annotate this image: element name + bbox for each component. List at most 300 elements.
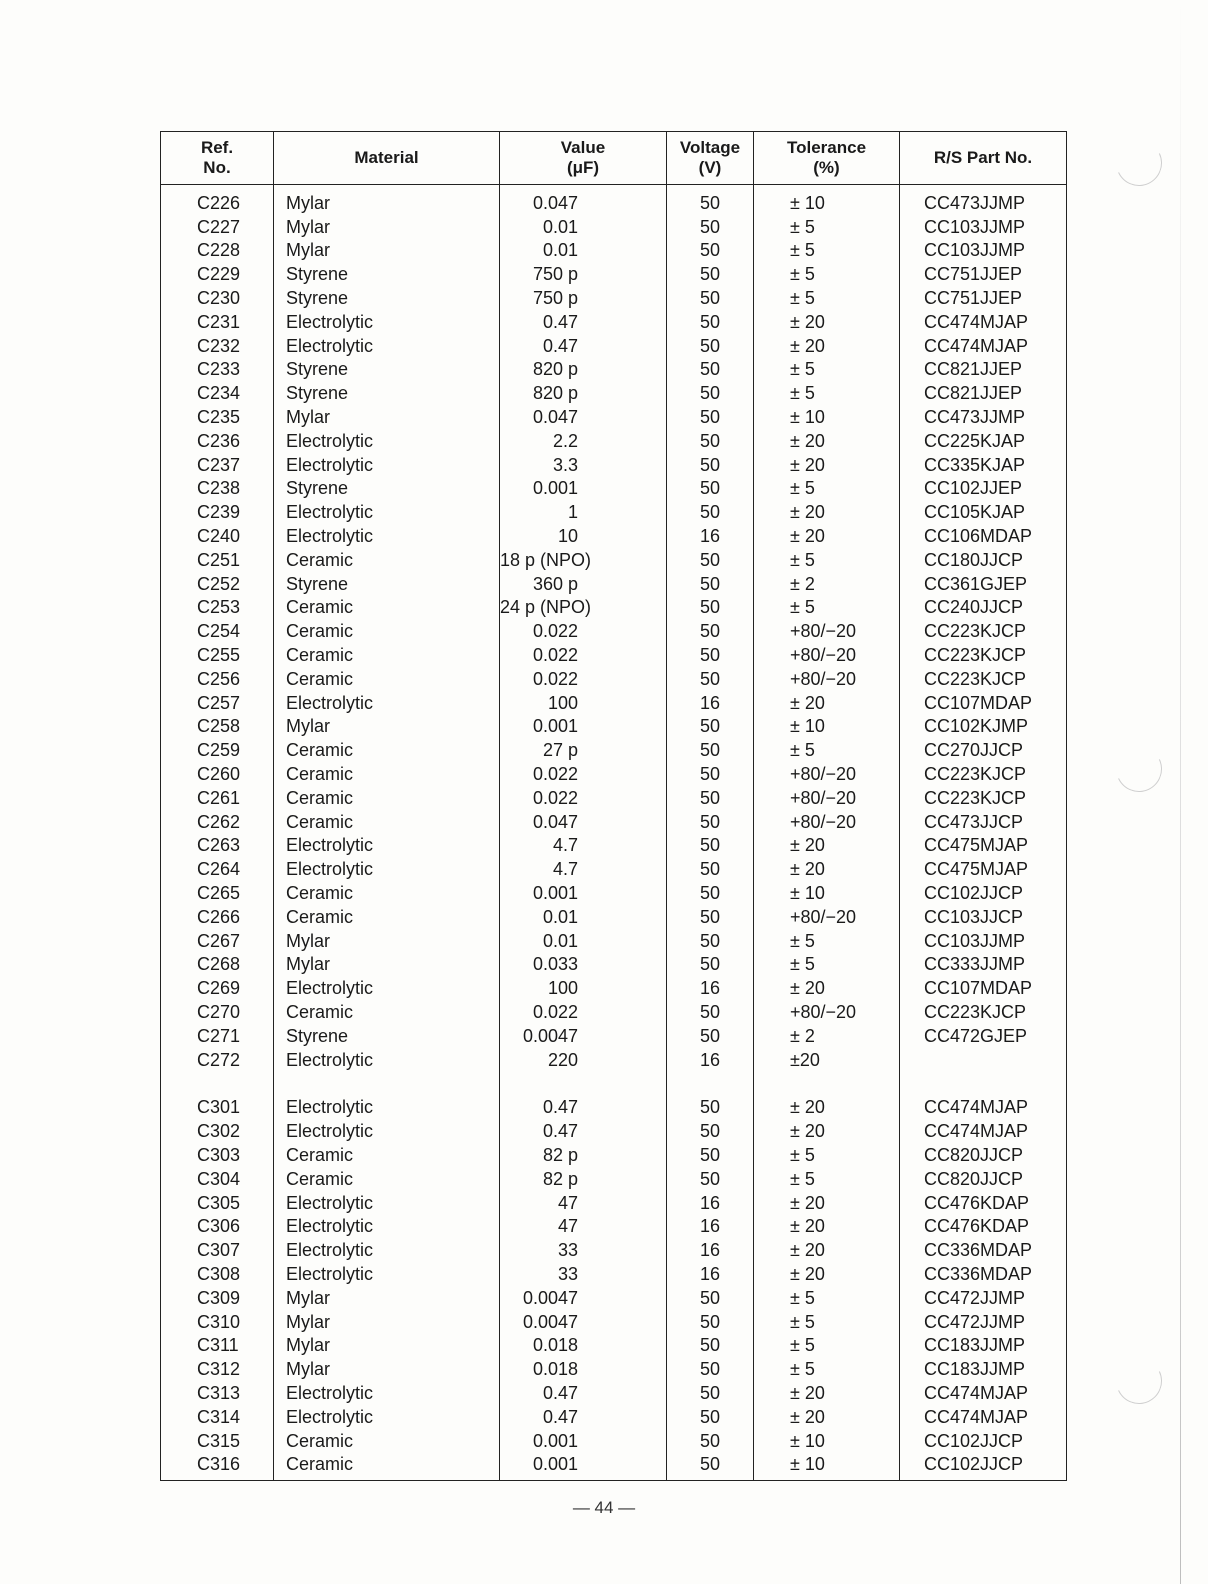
voltage-cell: 50 (667, 548, 754, 572)
table-row (161, 185, 1067, 215)
material-cell: Styrene (274, 1024, 500, 1048)
binder-hole (1110, 1352, 1169, 1411)
tolerance-cell: +80/−20 (754, 643, 900, 667)
value-cell (500, 762, 667, 786)
voltage-cell: 50 (667, 810, 754, 834)
part-no-cell (900, 1048, 1067, 1072)
value-text: 0.0047 (522, 1287, 578, 1308)
paper-edge (1180, 0, 1181, 1584)
table-row (161, 477, 1067, 501)
ref-cell: C230 (161, 286, 274, 310)
tolerance-cell: +80/−20 (754, 905, 900, 929)
table-row (161, 381, 1067, 405)
voltage-cell: 50 (667, 1095, 754, 1119)
value-cell (500, 881, 667, 905)
ref-cell: C307 (161, 1238, 274, 1262)
value-text: 10 (557, 526, 578, 547)
table-row (161, 548, 1067, 572)
part-no-cell (900, 1071, 1067, 1095)
table-row (161, 905, 1067, 929)
value-text: 4.7 (552, 859, 578, 880)
value-text: 47 (557, 1192, 578, 1213)
table-row (161, 286, 1067, 310)
voltage-cell: 50 (667, 834, 754, 858)
material-cell: Electrolytic (274, 334, 500, 358)
part-no-cell: CC107MDAP (900, 691, 1067, 715)
tolerance-cell: ± 5 (754, 381, 900, 405)
ref-cell: C306 (161, 1214, 274, 1238)
value-cell (500, 310, 667, 334)
voltage-cell: 16 (667, 1048, 754, 1072)
value-text: 0.047 (532, 811, 578, 832)
tolerance-cell: ± 20 (754, 1214, 900, 1238)
voltage-cell: 50 (667, 929, 754, 953)
table-row (161, 691, 1067, 715)
voltage-cell: 16 (667, 1214, 754, 1238)
part-no-cell: CC820JJCP (900, 1167, 1067, 1191)
ref-cell: C263 (161, 834, 274, 858)
tolerance-cell: ± 5 (754, 1143, 900, 1167)
material-cell: Electrolytic (274, 500, 500, 524)
value-cell (500, 976, 667, 1000)
material-cell: Electrolytic (274, 1119, 500, 1143)
table-row (161, 262, 1067, 286)
table-row (161, 1357, 1067, 1381)
ref-cell: C272 (161, 1048, 274, 1072)
table-row (161, 881, 1067, 905)
part-no-cell: CC223KJCP (900, 619, 1067, 643)
value-cell (500, 334, 667, 358)
value-text: 0.022 (532, 668, 578, 689)
voltage-cell: 50 (667, 857, 754, 881)
voltage-cell: 50 (667, 310, 754, 334)
value-text: 0.47 (542, 1097, 578, 1118)
value-text: 100 (547, 692, 578, 713)
part-no-cell: CC225KJAP (900, 429, 1067, 453)
material-cell: Mylar (274, 405, 500, 429)
voltage-cell: 50 (667, 500, 754, 524)
voltage-cell: 50 (667, 334, 754, 358)
table-row (161, 1024, 1067, 1048)
material-cell: Electrolytic (274, 1262, 500, 1286)
material-cell: Styrene (274, 477, 500, 501)
voltage-cell: 50 (667, 1000, 754, 1024)
material-cell: Ceramic (274, 881, 500, 905)
part-no-cell: CC820JJCP (900, 1143, 1067, 1167)
material-cell: Mylar (274, 185, 500, 215)
voltage-cell: 50 (667, 1405, 754, 1429)
material-cell (274, 1071, 500, 1095)
binder-hole (1110, 740, 1169, 799)
value-text: 82 p (542, 1168, 578, 1189)
value-text: 0.01 (542, 906, 578, 927)
value-cell (500, 715, 667, 739)
part-no-cell: CC183JJMP (900, 1333, 1067, 1357)
value-cell (500, 1238, 667, 1262)
ref-cell: C237 (161, 453, 274, 477)
material-cell: Ceramic (274, 667, 500, 691)
part-no-cell: CC103JJCP (900, 905, 1067, 929)
value-text: 0.001 (532, 1430, 578, 1451)
table-row (161, 1429, 1067, 1453)
tolerance-cell: ± 2 (754, 572, 900, 596)
tolerance-cell: ± 10 (754, 1452, 900, 1480)
part-no-cell: CC476KDAP (900, 1191, 1067, 1215)
tolerance-cell: ± 5 (754, 1310, 900, 1334)
tolerance-cell: ± 20 (754, 429, 900, 453)
value-cell (500, 691, 667, 715)
table-row (161, 1119, 1067, 1143)
value-text: 1 (567, 502, 578, 523)
value-header: Value (μF) (500, 132, 667, 185)
material-cell: Electrolytic (274, 453, 500, 477)
table-row (161, 1310, 1067, 1334)
value-text: 0.47 (542, 311, 578, 332)
ref-cell: C255 (161, 643, 274, 667)
part-no-cell: CC335KJAP (900, 453, 1067, 477)
value-text: 24 p (NPO) (500, 597, 592, 618)
voltage-cell: 50 (667, 1143, 754, 1167)
part-no-cell: CC180JJCP (900, 548, 1067, 572)
part-no-cell: CC223KJCP (900, 667, 1067, 691)
value-cell (500, 1119, 667, 1143)
table-row (161, 1238, 1067, 1262)
value-text: 18 p (NPO) (500, 549, 592, 570)
part-no-cell: CC821JJEP (900, 381, 1067, 405)
value-cell (500, 1095, 667, 1119)
voltage-cell: 50 (667, 185, 754, 215)
value-cell (500, 929, 667, 953)
material-cell: Electrolytic (274, 1238, 500, 1262)
table-row (161, 929, 1067, 953)
voltage-cell: 50 (667, 596, 754, 620)
table-row (161, 453, 1067, 477)
voltage-cell: 50 (667, 905, 754, 929)
tolerance-cell: ± 5 (754, 1333, 900, 1357)
value-cell (500, 810, 667, 834)
material-cell: Mylar (274, 929, 500, 953)
value-cell (500, 572, 667, 596)
ref-cell: C315 (161, 1429, 274, 1453)
part-no-cell: CC474MJAP (900, 1119, 1067, 1143)
value-cell (500, 429, 667, 453)
value-text: 0.0047 (522, 1025, 578, 1046)
value-cell (500, 1071, 667, 1095)
ref-cell: C302 (161, 1119, 274, 1143)
table-row (161, 1214, 1067, 1238)
table-row (161, 524, 1067, 548)
part-no-cell: CC223KJCP (900, 1000, 1067, 1024)
voltage-cell: 50 (667, 1357, 754, 1381)
part-no-cell: CC361GJEP (900, 572, 1067, 596)
material-cell: Ceramic (274, 810, 500, 834)
part-no-cell: CC474MJAP (900, 1381, 1067, 1405)
ref-cell: C265 (161, 881, 274, 905)
material-cell: Ceramic (274, 786, 500, 810)
material-cell: Ceramic (274, 1167, 500, 1191)
ref-cell: C266 (161, 905, 274, 929)
value-text: 4.7 (552, 835, 578, 856)
tolerance-cell: +80/−20 (754, 786, 900, 810)
tolerance-cell: ± 10 (754, 405, 900, 429)
voltage-cell: 50 (667, 1310, 754, 1334)
voltage-cell: 50 (667, 1429, 754, 1453)
part-no-cell: CC472JJMP (900, 1310, 1067, 1334)
tolerance-cell: ±20 (754, 1048, 900, 1072)
voltage-cell: 50 (667, 239, 754, 263)
voltage-cell: 50 (667, 477, 754, 501)
material-cell: Mylar (274, 715, 500, 739)
voltage-cell: 50 (667, 215, 754, 239)
value-cell (500, 1167, 667, 1191)
value-text: 0.033 (532, 954, 578, 975)
part-no-cell: CC751JJEP (900, 286, 1067, 310)
tolerance-cell: +80/−20 (754, 667, 900, 691)
ref-cell: C267 (161, 929, 274, 953)
value-cell (500, 1000, 667, 1024)
table-row (161, 643, 1067, 667)
part-no-cell: CC102JJEP (900, 477, 1067, 501)
tolerance-cell: ± 5 (754, 239, 900, 263)
value-text: 0.47 (542, 335, 578, 356)
value-cell (500, 1310, 667, 1334)
tolerance-cell: +80/−20 (754, 1000, 900, 1024)
ref-cell: C235 (161, 405, 274, 429)
voltage-header: Voltage (V) (667, 132, 754, 185)
table-row (161, 834, 1067, 858)
part-no-cell: CC336MDAP (900, 1262, 1067, 1286)
value-text: 750 p (532, 264, 578, 285)
ref-cell: C270 (161, 1000, 274, 1024)
tolerance-cell: ± 5 (754, 215, 900, 239)
part-no-cell: CC475MJAP (900, 834, 1067, 858)
value-cell (500, 834, 667, 858)
material-cell: Electrolytic (274, 1381, 500, 1405)
table-row (161, 667, 1067, 691)
page-number: — 44 — (572, 1498, 636, 1517)
value-cell (500, 286, 667, 310)
tolerance-cell: ± 20 (754, 1262, 900, 1286)
value-text: 820 p (532, 383, 578, 404)
table-row (161, 500, 1067, 524)
value-text: 0.022 (532, 645, 578, 666)
part-no-cell: CC270JJCP (900, 738, 1067, 762)
value-text: 820 p (532, 359, 578, 380)
ref-cell: C301 (161, 1095, 274, 1119)
part-no-cell: CC103JJMP (900, 239, 1067, 263)
material-cell: Ceramic (274, 643, 500, 667)
ref-cell: C262 (161, 810, 274, 834)
value-text: 27 p (542, 740, 578, 761)
table-row (161, 358, 1067, 382)
value-cell (500, 1452, 667, 1480)
value-text: 0.47 (542, 1121, 578, 1142)
value-cell (500, 381, 667, 405)
voltage-cell: 50 (667, 453, 754, 477)
ref-cell: C251 (161, 548, 274, 572)
material-cell: Ceramic (274, 596, 500, 620)
ref-cell (161, 1071, 274, 1095)
ref-cell: C261 (161, 786, 274, 810)
material-cell: Mylar (274, 1357, 500, 1381)
voltage-cell: 50 (667, 429, 754, 453)
voltage-cell: 50 (667, 1381, 754, 1405)
value-text: 0.022 (532, 621, 578, 642)
value-cell (500, 262, 667, 286)
value-cell (500, 1405, 667, 1429)
value-text: 3.3 (552, 454, 578, 475)
table-row (161, 1286, 1067, 1310)
value-cell (500, 1262, 667, 1286)
value-text: 360 p (532, 573, 578, 594)
ref-cell: C256 (161, 667, 274, 691)
material-cell: Ceramic (274, 619, 500, 643)
part-no-cell: CC106MDAP (900, 524, 1067, 548)
value-text: 0.001 (532, 478, 578, 499)
ref-cell: C228 (161, 239, 274, 263)
table-row (161, 810, 1067, 834)
tolerance-cell: ± 2 (754, 1024, 900, 1048)
tolerance-cell: ± 5 (754, 477, 900, 501)
tolerance-cell: ± 20 (754, 1191, 900, 1215)
value-cell (500, 500, 667, 524)
tolerance-cell: ± 20 (754, 453, 900, 477)
tolerance-cell: +80/−20 (754, 762, 900, 786)
value-cell (500, 1048, 667, 1072)
tolerance-cell: ± 5 (754, 548, 900, 572)
table-row (161, 1381, 1067, 1405)
material-cell: Electrolytic (274, 310, 500, 334)
value-text: 0.01 (542, 930, 578, 951)
tolerance-cell: ± 20 (754, 857, 900, 881)
part-no-cell: CC102KJMP (900, 715, 1067, 739)
tolerance-cell: ± 5 (754, 953, 900, 977)
material-cell: Electrolytic (274, 857, 500, 881)
value-text: 0.001 (532, 883, 578, 903)
tolerance-cell: ± 20 (754, 976, 900, 1000)
binder-hole (1110, 134, 1169, 193)
material-cell: Ceramic (274, 1143, 500, 1167)
ref-cell: C257 (161, 691, 274, 715)
value-cell (500, 857, 667, 881)
value-text: 47 (557, 1216, 578, 1237)
value-text: 2.2 (552, 430, 578, 451)
table-row (161, 1167, 1067, 1191)
tolerance-cell: ± 20 (754, 524, 900, 548)
ref-cell: C231 (161, 310, 274, 334)
tolerance-cell: ± 5 (754, 596, 900, 620)
value-cell (500, 1286, 667, 1310)
part-no-cell: CC103JJMP (900, 215, 1067, 239)
value-cell (500, 1214, 667, 1238)
part-no-cell: CC240JJCP (900, 596, 1067, 620)
value-cell (500, 548, 667, 572)
material-cell: Electrolytic (274, 976, 500, 1000)
material-cell: Ceramic (274, 762, 500, 786)
voltage-cell: 16 (667, 1238, 754, 1262)
tolerance-cell: ± 20 (754, 500, 900, 524)
voltage-cell: 50 (667, 643, 754, 667)
table-row (161, 1262, 1067, 1286)
part-no-cell: CC102JJCP (900, 1452, 1067, 1480)
tolerance-cell: ± 20 (754, 1119, 900, 1143)
material-cell: Electrolytic (274, 1048, 500, 1072)
ref-cell: C227 (161, 215, 274, 239)
ref-cell: C240 (161, 524, 274, 548)
table-row (161, 953, 1067, 977)
tolerance-cell: ± 20 (754, 1095, 900, 1119)
part-no-cell: CC473JJMP (900, 185, 1067, 215)
voltage-cell: 50 (667, 381, 754, 405)
value-cell (500, 453, 667, 477)
tolerance-cell: ± 20 (754, 691, 900, 715)
value-cell (500, 215, 667, 239)
voltage-cell: 50 (667, 286, 754, 310)
table-row (161, 715, 1067, 739)
ref-cell: C259 (161, 738, 274, 762)
tolerance-cell: ± 20 (754, 1381, 900, 1405)
ref-cell: C312 (161, 1357, 274, 1381)
value-cell (500, 786, 667, 810)
part-no-cell: CC103JJMP (900, 929, 1067, 953)
part-no-cell: CC102JJCP (900, 881, 1067, 905)
tolerance-cell: ± 5 (754, 929, 900, 953)
value-text: 0.001 (532, 716, 578, 737)
value-cell (500, 1024, 667, 1048)
value-text: 82 p (542, 1144, 578, 1165)
table-row (161, 334, 1067, 358)
ref-cell: C238 (161, 477, 274, 501)
value-cell (500, 477, 667, 501)
table-row (161, 976, 1067, 1000)
table-row (161, 619, 1067, 643)
value-text: 0.022 (532, 787, 578, 808)
part-no-cell: CC821JJEP (900, 358, 1067, 382)
part-no-cell: CC475MJAP (900, 857, 1067, 881)
table-row (161, 215, 1067, 239)
voltage-cell: 16 (667, 524, 754, 548)
ref-cell: C252 (161, 572, 274, 596)
material-cell: Electrolytic (274, 1405, 500, 1429)
material-cell: Electrolytic (274, 1214, 500, 1238)
part-no-cell: CC474MJAP (900, 1405, 1067, 1429)
ref-cell: C260 (161, 762, 274, 786)
part-no-cell: CC474MJAP (900, 1095, 1067, 1119)
value-cell (500, 1357, 667, 1381)
value-text: 33 (557, 1240, 578, 1261)
voltage-cell: 50 (667, 738, 754, 762)
part-no-cell: CC183JJMP (900, 1357, 1067, 1381)
ref-cell: C271 (161, 1024, 274, 1048)
table-row (161, 1333, 1067, 1357)
value-text: 0.022 (532, 764, 578, 785)
table-row (161, 1000, 1067, 1024)
table-header-row (161, 132, 1067, 185)
value-cell (500, 619, 667, 643)
part-no-cell: CC476KDAP (900, 1214, 1067, 1238)
table-row (161, 405, 1067, 429)
ref-cell: C303 (161, 1143, 274, 1167)
ref-cell: C239 (161, 500, 274, 524)
ref-cell: C304 (161, 1167, 274, 1191)
voltage-cell: 16 (667, 691, 754, 715)
tolerance-cell (754, 1071, 900, 1095)
value-text: 33 (557, 1263, 578, 1284)
material-cell: Ceramic (274, 1000, 500, 1024)
ref-cell: C316 (161, 1452, 274, 1480)
voltage-cell: 50 (667, 762, 754, 786)
voltage-cell: 16 (667, 1262, 754, 1286)
